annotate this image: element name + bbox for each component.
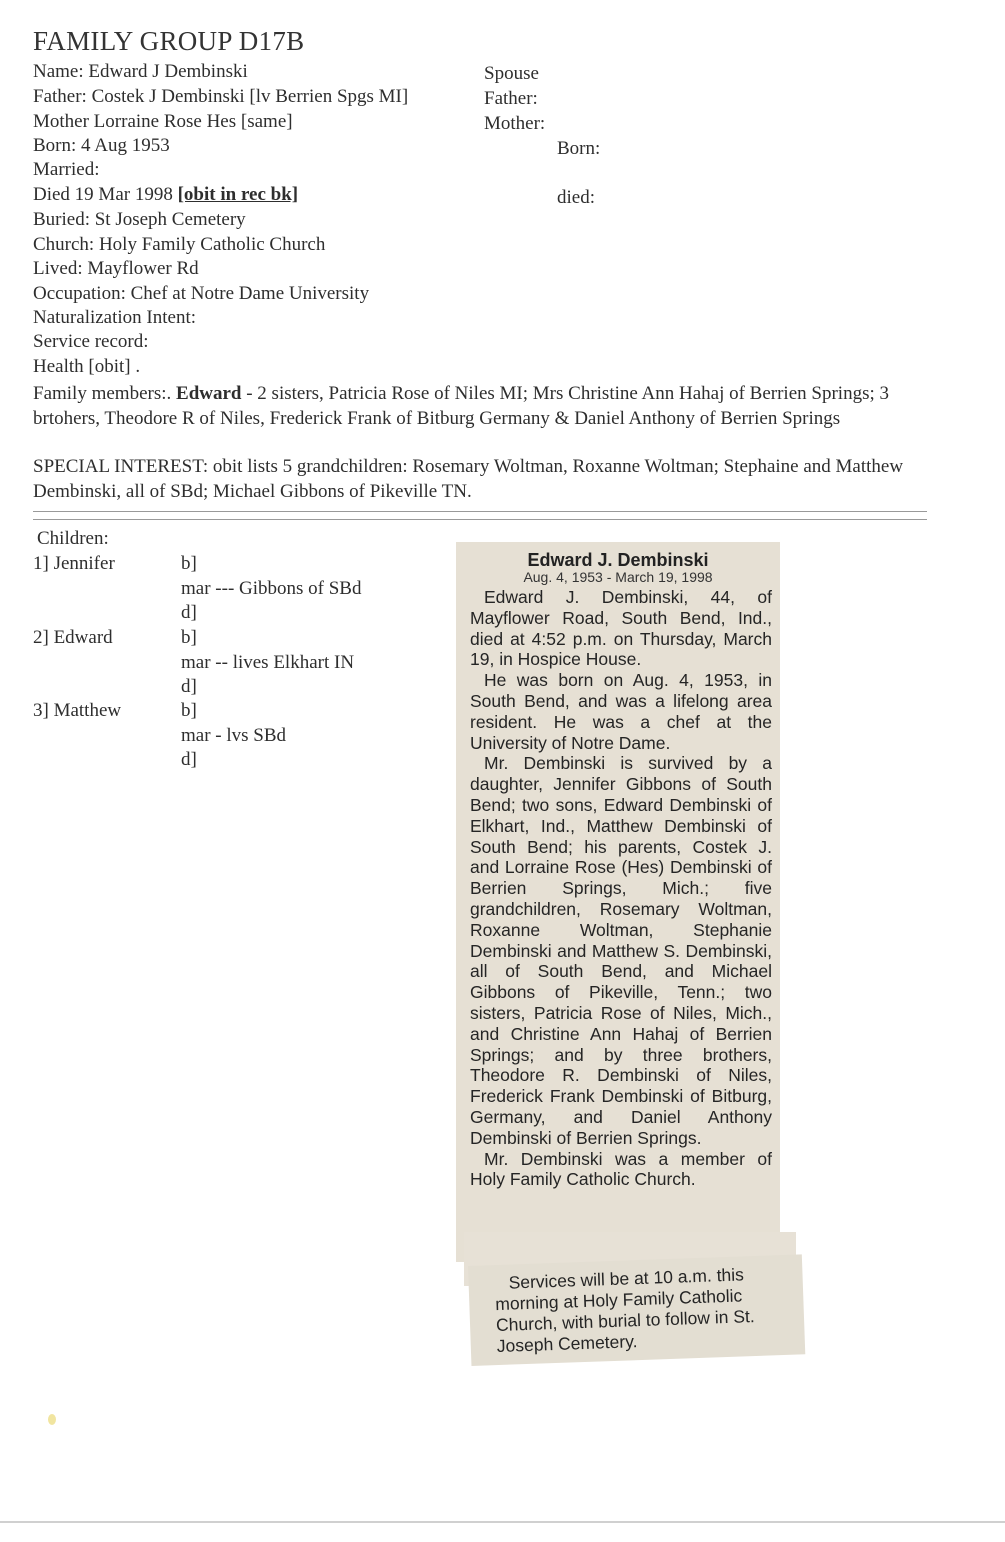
obituary-name: Edward J. Dembinski (527, 550, 709, 570)
obituary-paragraph: Mr. Dembinski is survived by a daughter, Jennifer Gibbons of South Bend; two sons, Edward Dembinski of Elkhart, Ind., Matthew Dembinski of South Bend; his parents, Costek J. and Lorraine Rose (Hes) Dembinski of Berrien Springs, Mich.; five grandchildren, Rosemary Woltman, Roxanne Woltman, Stephanie Dembinski and Matthew S. Dembinski, all of South Bend, and Michael Gibbons of Pikeville, Tenn.; two sisters, Patricia Rose of Niles, Mich., and Christine Ann Hahaj of Berrien Springs; and by three brothers, Theodore R. Dembinski of Niles, Frederick Frank Dembinski of Bitburg, Germany, and Daniel Anthony Dembinski of Berrien Springs. (470, 753, 772, 1148)
child-died: d] (181, 749, 197, 770)
child-died: d] (181, 676, 197, 697)
child-name: 1] Jennifer (33, 553, 115, 574)
born-field: Born: 4 Aug 1953 (33, 135, 170, 156)
name-field: Name: Edward J Dembinski (33, 61, 248, 82)
children-header: Children: (37, 528, 109, 549)
lived-field: Lived: Mayflower Rd (33, 258, 199, 279)
died-text: Died 19 Mar 1998 (33, 184, 178, 205)
married-field: Married: (33, 159, 100, 180)
spouse-mother-field: Mother: (484, 113, 546, 134)
section-divider (33, 511, 927, 520)
family-members-name: Edward (176, 383, 242, 404)
occupation-field: Occupation: Chef at Notre Dame University (33, 283, 370, 304)
special-interest: SPECIAL INTEREST: obit lists 5 grandchildren: Rosemary Woltman, Roxanne Woltman; Stephaine and Matthew Dembinski, all of SBd; Michael Gibbons of Pikeville TN. (33, 456, 904, 502)
obituary-services (494, 1263, 797, 1357)
obituary-body (470, 587, 772, 1190)
child-died: d] (181, 602, 197, 623)
died-field (33, 183, 298, 207)
obituary-paragraph: He was born on Aug. 4, 1953, in South Bend, and was a lifelong area resident. He was a chef at the University of Notre Dame. (470, 670, 772, 753)
spouse-died-field: died: (557, 187, 595, 208)
child-married: mar --- Gibbons of SBd (181, 578, 362, 599)
child-born: b] (181, 553, 197, 574)
mother-field: Mother Lorraine Rose Hes [same] (33, 111, 293, 132)
paper-stain (48, 1414, 56, 1425)
naturalization-field: Naturalization Intent: (33, 307, 197, 328)
spouse-born-field: Born: (557, 138, 601, 159)
page-edge-line (0, 1521, 1005, 1523)
child-born: b] (181, 700, 197, 721)
buried-field: Buried: St Joseph Cemetery (33, 209, 246, 230)
page-title: FAMILY GROUP D17B (33, 26, 305, 56)
obit-record-link[interactable]: [obit in rec bk] (177, 184, 299, 205)
child-born: b] (181, 627, 197, 648)
spouse-label: Spouse (484, 63, 539, 84)
church-field: Church: Holy Family Catholic Church (33, 234, 326, 255)
child-married: mar - lvs SBd (181, 725, 287, 746)
family-members (33, 382, 913, 431)
family-members-text: - 2 sisters, Patricia Rose of Niles MI; Mrs Christine Ann Hahaj of Berrien Springs; 3 brtohers, Theodore R of Niles, Frederick Frank of Bitburg Germany & Daniel Anthony of Berrien Springs (33, 383, 889, 429)
family-members-label: Family members:. (33, 383, 177, 404)
child-married: mar -- lives Elkhart IN (181, 652, 355, 673)
service-record-field: Service record: (33, 331, 149, 352)
clipping-services-piece (468, 1254, 805, 1366)
obituary-clipping (452, 542, 807, 1368)
spouse-father-field: Father: (484, 88, 538, 109)
father-field: Father: Costek J Dembinski [lv Berrien Spgs MI] (33, 86, 409, 107)
child-name: 2] Edward (33, 627, 113, 648)
obituary-dates: Aug. 4, 1953 - March 19, 1998 (523, 569, 713, 585)
health-field: Health [obit] . (33, 356, 141, 377)
obituary-paragraph: Mr. Dembinski was a member of Holy Family Catholic Church. (470, 1148, 772, 1190)
obituary-services-text: Services will be at 10 a.m. this morning at Holy Family Catholic Church, with burial to follow in St. Joseph Cemetery. (494, 1264, 756, 1357)
obituary-paragraph: Edward J. Dembinski, 44, of Mayflower Road, South Bend, Ind., died at 4:52 p.m. on Thursday, March 19, in Hospice House. (470, 587, 772, 670)
child-name: 3] Matthew (33, 700, 122, 721)
